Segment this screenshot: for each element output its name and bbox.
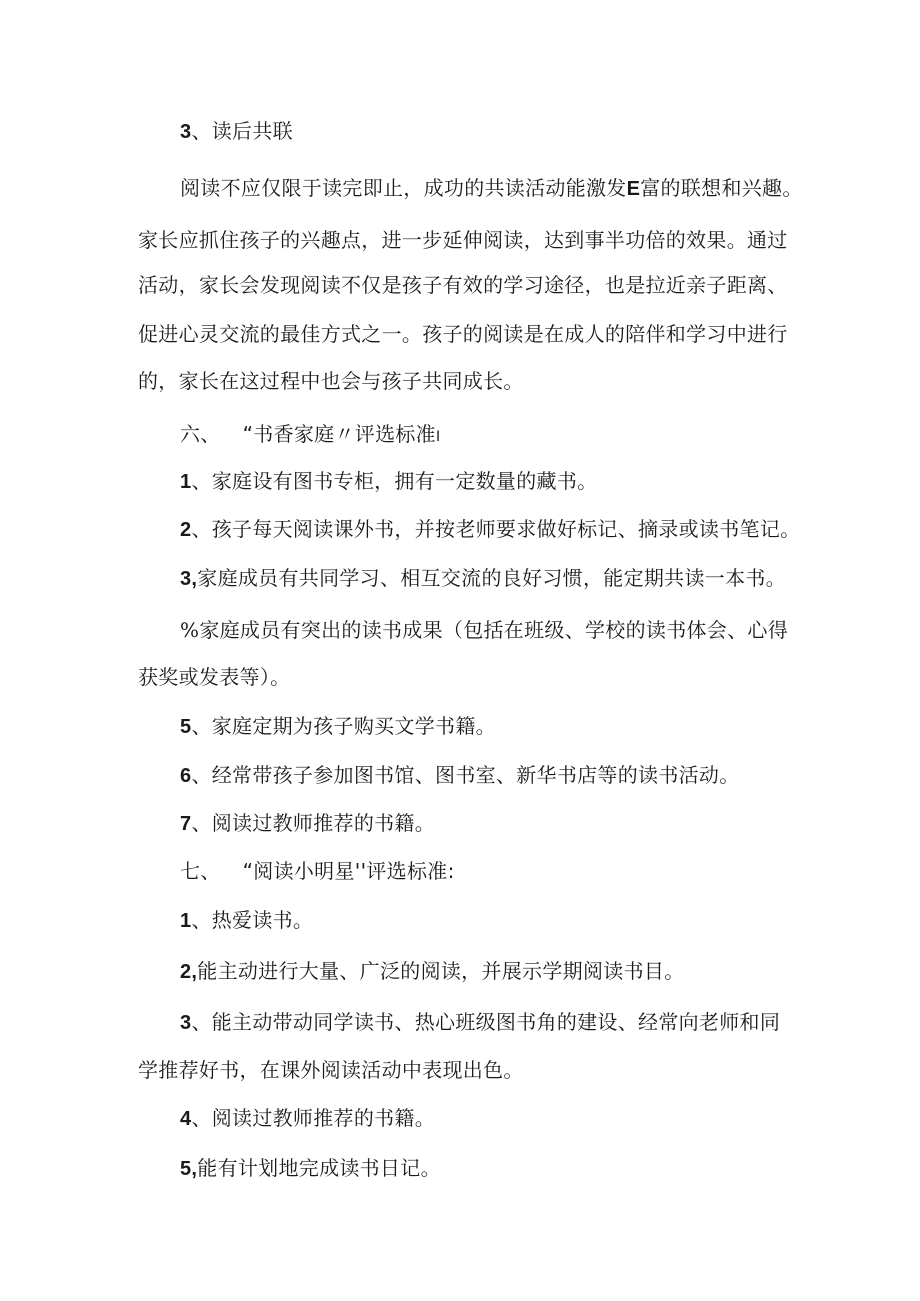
list-item xyxy=(180,468,830,495)
list-item-continuation xyxy=(138,1057,788,1083)
item-number: % xyxy=(180,618,200,642)
list-item xyxy=(180,762,830,789)
item-text: 学推荐好书，在课外阅读活动中表现出色。 xyxy=(138,1058,524,1082)
item-text: 、热爱读书。 xyxy=(191,908,314,932)
item-text: 家庭成员有突出的读书成果（包括在班级、学校的读书体会、心得 xyxy=(199,618,789,642)
paragraph-line: 促进心灵交流的最佳方式之一。孩子的阅读是在成人的陪伴和学习中进行 xyxy=(138,322,788,346)
list-item-continuation xyxy=(138,664,788,690)
list-item xyxy=(180,1155,830,1182)
section-heading-family xyxy=(180,421,830,450)
item-text: 家庭成员有共同学习、相互交流的良好习惯，能定期共读一本书。 xyxy=(197,566,786,590)
item-number: 5, xyxy=(180,1158,198,1180)
section-heading-star xyxy=(180,858,830,884)
list-item xyxy=(180,1009,830,1036)
item-text: 能有计划地完成读书日记。 xyxy=(197,1156,441,1180)
paragraph-line: 家长应抓住孩子的兴趣点，进一步延伸阅读，达到事半功倍的效果。通过 xyxy=(138,228,788,252)
heading-suffix: : xyxy=(447,859,455,883)
item-text: 、能主动带动同学读书、热心班级图书角的建设、经常向老师和同 xyxy=(191,1010,781,1034)
item-text: 、经常带孩子参加图书馆、图书室、新华书店等的读书活动。 xyxy=(191,763,740,787)
paragraph-text: E xyxy=(626,178,641,200)
item-number: 6 xyxy=(180,765,192,787)
item-number: 3, xyxy=(180,568,198,590)
list-item xyxy=(180,516,830,543)
item-number: 2 xyxy=(180,519,192,541)
item-text: 、孩子每天阅读课外书，并按老师要求做好标记、摘录或读书笔记。 xyxy=(191,517,801,541)
list-item xyxy=(180,958,830,985)
heading-prefix: 六、 xyxy=(180,422,221,446)
item-number: 7 xyxy=(180,813,192,835)
list-item xyxy=(180,810,830,837)
heading-prefix: 七、 xyxy=(180,859,221,883)
item-text: 、阅读过教师推荐的书籍。 xyxy=(191,1106,436,1130)
list-item xyxy=(180,907,830,934)
list-item xyxy=(180,1105,830,1132)
list-item xyxy=(180,617,830,643)
heading-text: “阅读小明星''评选标准 xyxy=(242,859,448,883)
item-number: 2, xyxy=(180,961,198,983)
list-item xyxy=(180,565,830,592)
item-text: 能主动进行大量、广泛的阅读，并展示学期阅读书目。 xyxy=(197,959,685,983)
item-text: 获奖或发表等）。 xyxy=(138,665,291,689)
heading-text: “书香家庭〃评选标准 xyxy=(242,422,436,446)
item-number: 5 xyxy=(180,716,192,738)
item-number: 3 xyxy=(180,1012,192,1034)
paragraph-line: 的，家长在这过程中也会与孩子共同成长。 xyxy=(138,369,524,393)
paragraph-line: 活动，家长会发现阅读不仅是孩子有效的学习途径，也是拉近亲子距离、 xyxy=(138,273,788,297)
heading-number: 3 xyxy=(180,121,192,143)
item-text: 、家庭设有图书专柜，拥有一定数量的藏书。 xyxy=(191,469,598,493)
heading-suffix: I xyxy=(435,429,441,445)
paragraph-text: 富的联想和兴趣。 xyxy=(640,176,803,200)
item-text: 、阅读过教师推荐的书籍。 xyxy=(191,811,436,835)
heading-text: 、读后共联 xyxy=(191,119,293,143)
paragraph-text: 阅读不应仅限于读完即止，成功的共读活动能激发 xyxy=(180,176,627,200)
paragraph-line xyxy=(180,175,830,202)
list-item xyxy=(180,713,830,740)
item-text: 、家庭定期为孩子购买文学书籍。 xyxy=(191,714,496,738)
item-number: 4 xyxy=(180,1108,192,1130)
section-heading-read-after xyxy=(180,118,830,145)
item-number: 1 xyxy=(180,910,192,932)
item-number: 1 xyxy=(180,471,192,493)
